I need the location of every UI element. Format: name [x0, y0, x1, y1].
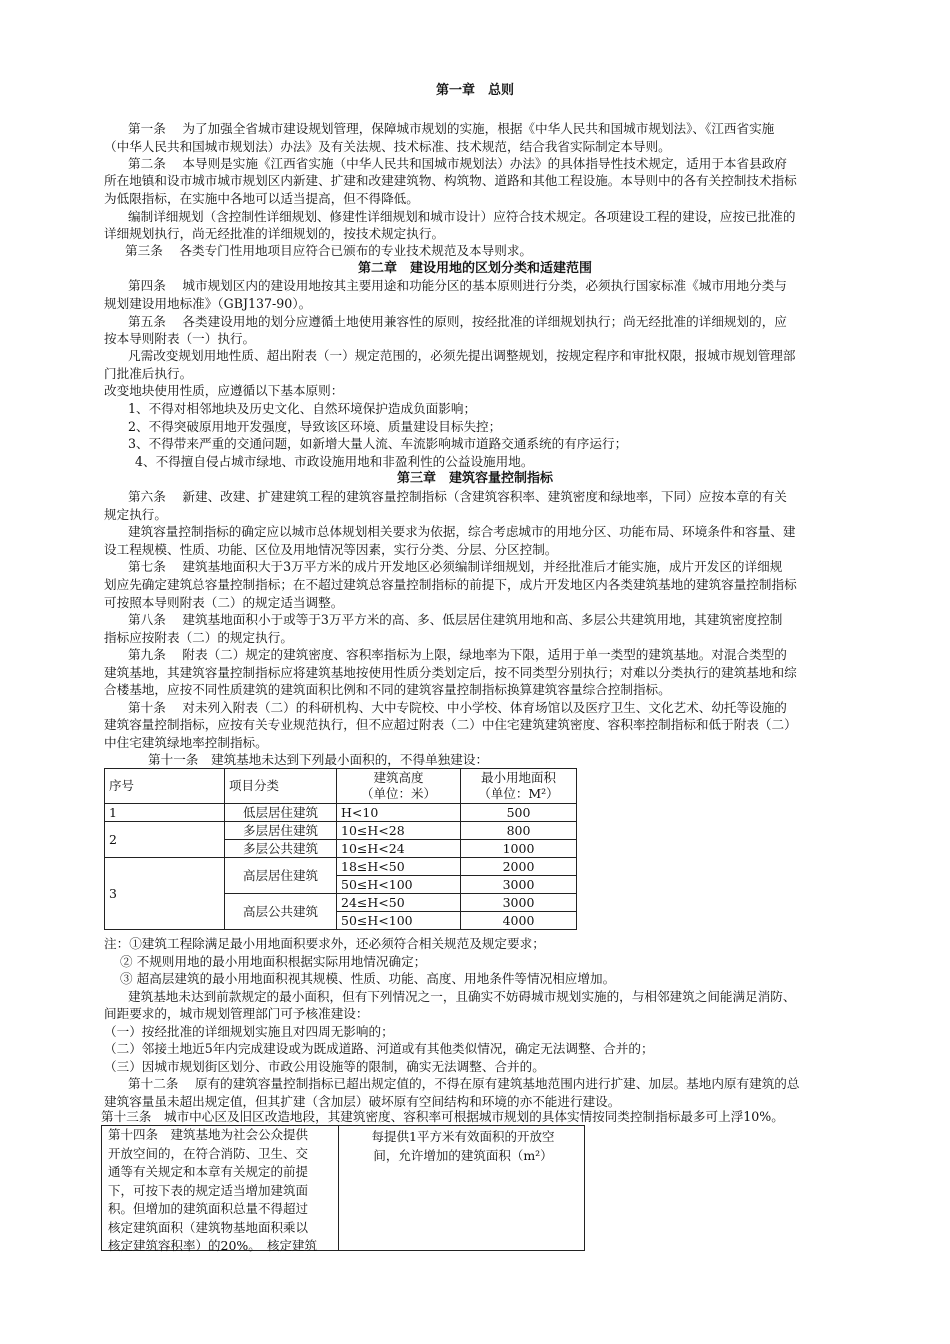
- paragraph-line: 规划建设用地标准》（GBJ137-90）。: [104, 296, 312, 311]
- paragraph-line: 第四条 城市规划区内的建设用地按其主要用途和功能分区的基本原则进行分类，必须执行国家标准《城市用地分类与: [128, 278, 787, 293]
- cell-area: 500: [461, 804, 577, 822]
- cell-line: 下，可按下表的规定适当增加建筑面: [108, 1182, 309, 1198]
- article-14-text-cell: [102, 1126, 339, 1253]
- cell-line: 每提供1平方米有效面积的开放空: [371, 1129, 555, 1144]
- paragraph-line: 中住宅建筑绿地率控制指标。: [104, 735, 268, 750]
- cell-height: H<10: [337, 804, 461, 822]
- paragraph-line: 建筑容量控制指标的确定应以城市总体规划相关要求为依据，综合考虑城市的用地分区、功能布局、环境条件和容量、建: [128, 524, 796, 539]
- paragraph-line: 详细规划执行，尚无经批准的详细规划的，按技术规定执行。: [104, 226, 445, 241]
- cell-area: 3000: [461, 876, 577, 894]
- paragraph-line: 建筑基地，其建筑容量控制指标应将建筑基地按使用性质分类划定后，按不同类型分别执行；对难以分类执行的建筑基地和综: [104, 665, 797, 680]
- paragraph-line: 建筑容量控制指标，应按有关专业规范执行，但不应超过附表（二）中住宅建筑建筑密度、容积率控制指标和低于附表（二）: [104, 717, 797, 732]
- paragraph-line: 建筑基地未达到前款规定的最小面积，但有下列情况之一，且确实不妨碍城市规划实施的，与相邻建筑之间能满足消防、: [128, 989, 796, 1004]
- paragraph-line: 按本导则附表（一）执行。: [104, 331, 256, 346]
- cell-category: 低层居住建筑: [225, 804, 337, 822]
- paragraph-line: 第五条 各类建设用地的划分应遵循土地使用兼容性的原则，按经批准的详细规划执行；尚无经批准的详细规划的，应: [128, 314, 787, 329]
- paragraph-line: 第十条 对未列入附表（二）的科研机构、大中专院校、中小学校、体育场馆以及医疗卫生、文化艺术、幼托等设施的: [128, 700, 787, 715]
- cell-category: 多层公共建筑: [225, 840, 337, 858]
- cell-height: 50≤H<100: [337, 912, 461, 930]
- cell-height: 18≤H<50: [337, 858, 461, 876]
- paragraph-line: （中华人民共和国城市规划法）办法》及有关法规、技术标准、技术规范，结合我省实际制定本导则。: [104, 139, 671, 154]
- list-item: 3、不得带来严重的交通问题，如新增大量人流、车流影响城市道路交通系统的有序运行；: [128, 436, 628, 451]
- minimum-area-table: [104, 768, 577, 930]
- paragraph-line: 第二条 本导则是实施《江西省实施（中华人民共和国城市规划法）办法》的具体指导性技术规定，适用于本省县政府: [128, 156, 787, 171]
- paragraph-line: 改变地块使用性质，应遵循以下基本原则：: [104, 383, 344, 398]
- header-cell: 序号: [105, 769, 225, 804]
- paragraph-line: 合楼基地，应按不同性质建筑的建筑面积比例和不同的建筑容量控制指标换算建筑容量综合控制指标。: [104, 682, 671, 697]
- note-line: ② 不规则用地的最小用地面积根据实际用地情况确定；: [120, 954, 427, 969]
- cell-no: 3: [105, 858, 225, 930]
- chapter-1-title: 第一章 总则: [435, 83, 514, 98]
- open-space-bonus-header: [345, 1128, 581, 1165]
- cell-line: 核定建筑面积（建筑物基地面积乘以: [108, 1219, 309, 1235]
- paragraph-line: 设工程规模、性质、功能、区位及用地情况等因素，实行分类、分层、分区控制。: [104, 542, 558, 557]
- cell-area: 2000: [461, 858, 577, 876]
- paragraph-line: 第七条 建筑基地面积大于3万平方米的成片开发地区必须编制详细规划，并经批准后才能实施，成片开发区的详细规: [128, 559, 783, 574]
- cell-height: 10≤H<24: [337, 840, 461, 858]
- paragraph-line: 第三条 各类专门性用地项目应符合已颁布的专业技术规范及本导则求。: [125, 243, 533, 258]
- paragraph-line: 第六条 新建、改建、扩建建筑工程的建筑容量控制指标（含建筑容积率、建筑密度和绿地率，下同）应按本章的有关: [128, 489, 787, 504]
- cell-no: 2: [105, 822, 225, 858]
- paragraph-line: 所在地镇和设市城市城市规划区内新建、扩建和改建建筑物、构筑物、道路和其他工程设施。本导则中的各有关控制技术指标: [104, 173, 797, 188]
- paragraph-line: 为低限指标，在实施中各地可以适当提高，但不得降低。: [104, 191, 419, 206]
- paragraph-line: 划应先确定建筑总容量控制指标；在不超过建筑总容量控制指标的前提下，成片开发地区内各类建筑基地的建筑容量控制指标: [104, 577, 797, 592]
- cell-height: 24≤H<50: [337, 894, 461, 912]
- list-item: （二）邻接土地近5年内完成建设或为既成道路、河道或有其他类似情况，确定无法调整、合并的；: [104, 1041, 654, 1056]
- paragraph-line: 第十二条 原有的建筑容量控制指标已超出规定值的，不得在原有建筑基地范围内进行扩建、加层。基地内原有建筑的总: [128, 1076, 800, 1091]
- paragraph-line: 建筑容量虽未超出规定值，但其扩建（含加层）破坏原有空间结构和环境的亦不能进行建设。: [104, 1094, 621, 1109]
- cell-area: 4000: [461, 912, 577, 930]
- chapter-3-title: 第三章 建筑容量控制指标: [396, 471, 553, 486]
- cell-no: 1: [105, 804, 225, 822]
- cell-line: 通等有关规定和本章有关规定的前提: [108, 1164, 309, 1179]
- note-line: 注：①建筑工程除满足最小用地面积要求外，还必须符合相关规范及规定要求；: [104, 936, 545, 951]
- table-header-row: [105, 769, 577, 804]
- paragraph-line: 可按照本导则附表（二）的规定适当调整。: [104, 595, 344, 610]
- paragraph-line: 第八条 建筑基地面积小于或等于3万平方米的高、多、低层居住建筑用地和高、多层公共建筑用地，其建筑密度控制: [128, 612, 783, 627]
- table-row: [105, 804, 577, 822]
- paragraph-line: 第十三条 城市中心区及旧区改造地段，其建筑密度、容积率可根据城市规划的具体实情按同类控制指标最多可上浮10%。: [101, 1109, 784, 1124]
- cell-height: 10≤H<28: [337, 822, 461, 840]
- cell-line: 积。但增加的建筑面积总量不得超过: [108, 1201, 309, 1216]
- cell-category: 多层居住建筑: [225, 822, 337, 840]
- cell-category: 高层公共建筑: [225, 894, 337, 930]
- header-cell: 最小用地面积 （单位：M²）: [461, 769, 577, 804]
- paragraph-line: 门批准后执行。: [104, 366, 193, 381]
- cell-area: 800: [461, 822, 577, 840]
- paragraph-line: 第一条 为了加强全省城市建设规划管理，保障城市规划的实施，根据《中华人民共和国城市规划法》、《江西省实施: [128, 121, 775, 136]
- cell-height: 50≤H<100: [337, 876, 461, 894]
- paragraph-line: 第十一条 建筑基地未达到下列最小面积的，不得单独建设：: [148, 752, 489, 767]
- list-item: （一）按经批准的详细规划实施且对四周无影响的；: [104, 1024, 394, 1039]
- cell-line: 第十四条 建筑基地为社会公众提供: [108, 1127, 309, 1142]
- cell-category: 高层居住建筑: [225, 858, 337, 894]
- paragraph-line: 规定执行。: [104, 507, 167, 522]
- list-item: （三）因城市规划街区划分、市政公用设施等的限制，确实无法调整、合并的。: [104, 1059, 545, 1074]
- cell-area: 1000: [461, 840, 577, 858]
- paragraph-line: 第九条 附表（二）规定的建筑密度、容积率指标为上限，绿地率为下限，适用于单一类型的建筑基地。对混合类型的: [128, 647, 787, 662]
- cell-line: 开放空间的，在符合消防、卫生、交: [108, 1145, 309, 1161]
- paragraph-line: 凡需改变规划用地性质、超出附表（一）规定范围的，必须先提出调整规划，按规定程序和审批权限，报城市规划管理部: [128, 348, 796, 363]
- note-line: ③ 超高层建筑的最小用地面积视其规模、性质、功能、高度、用地条件等情况相应增加。: [120, 971, 616, 986]
- header-cell: 项目分类: [225, 769, 337, 804]
- article-14-table: [101, 1125, 585, 1251]
- paragraph-line: 编制详细规划（含控制性详细规划、修建性详细规划和城市设计）应符合技术规定。各项建设工程的建设，应按已批准的: [128, 209, 796, 224]
- paragraph-line: 间距要求的，城市规划管理部门可予核准建设：: [104, 1006, 369, 1021]
- cell-area: 3000: [461, 894, 577, 912]
- list-item: 2、不得突破原用地开发强度，导致该区环境、质量建设目标失控；: [128, 419, 502, 434]
- table-row: [105, 858, 577, 876]
- cell-line: 间，允许增加的建筑面积（m²）: [373, 1147, 553, 1163]
- header-cell: 建筑高度 （单位：米）: [337, 769, 461, 804]
- list-item: 4、不得擅自侵占城市绿地、市政设施用地和非盈利性的公益设施用地。: [135, 454, 534, 469]
- table-row: [105, 822, 577, 840]
- paragraph-line: 指标应按附表（二）的规定执行。: [104, 630, 293, 645]
- cell-line: 核定建筑容积率）的20%。 核定建筑: [108, 1238, 318, 1253]
- chapter-2-title: 第二章 建设用地的区划分类和适建范围: [357, 261, 592, 276]
- list-item: 1、不得对相邻地块及历史文化、自然环境保护造成负面影响；: [128, 401, 477, 416]
